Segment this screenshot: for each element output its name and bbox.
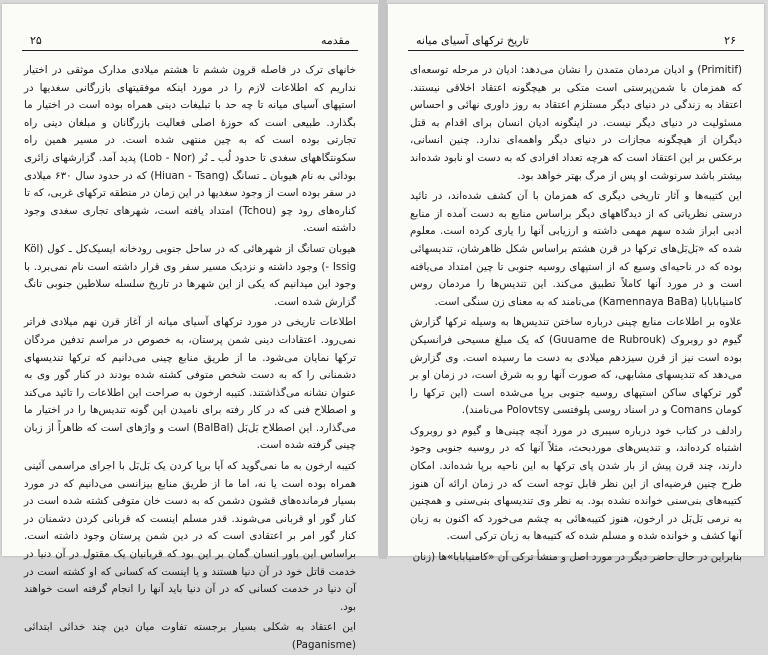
left-page-header [22,28,358,51]
paragraph [410,549,742,567]
paragraph [24,458,356,616]
left-page-body [24,62,357,651]
paragraph-text: این کتیبه‌ها و آثار تاریخی دیگری که همزمان با آن کشف شده‌اند، در تائید درستی نظریاتی که از دیدگاههای دیگر براساس منابع به دست آمده از منابع ادبی ابراز شده سهم مهمی داشته و ارزیابی آنها را یاری کرده است. معلوم شده که «بَل‌بَل‌های ترکها در قرن هشتم براساس شکل ظاهرشان، تندیسهائی بوده که در ناحیه‌ای وسیع که از استپهای روسیه جنوبی تا چین امتداد می‌یافته است و در مورد آنها کاملاً تطبیق می‌کند. این تندیس‌ها را مردمان روس کامنیابابابا (Kamennaya BaBa) می‌نامند که به معنای زن سنگی است. [410,190,742,308]
paragraph [24,619,356,654]
paragraph-text: بنابراین در حال حاضر دیگر در مورد اصل و منشأ ترکی آن «کامنیابابا»ها (زنان [412,551,742,564]
paragraph [24,241,356,311]
right-page-header [408,28,744,51]
paragraph-text: این اعتقاد به شکلی بسیار برجسته تفاوت میان دین چند خدائی ابتدائی (Paganisme) [24,621,356,651]
running-title: مقدمه [320,34,350,47]
right-page-body [410,62,742,564]
paragraph-text: رادلف در کتاب خود درباره سیبری در مورد آنچه چینی‌ها و گیوم دو روبروک اشتباه کرده‌اند، و تندیس‌های موردبحث، مثلاً آنها که در روسیه جنوبی وجود دارند، چند قرن پیش از بار شدن پای ترکها به این ناحیه برپا شده‌اند. امکان طرح چنین فرضیه‌ای از این نظر قابل توجه است که در زمان ارائه آن هنوز کتیبه‌های بنی‌سنی خوانده نشده بود. به نظر وی تندیسهای بنی‌سنی و همچنین به نرمی بَل‌بَل در ارخون، هنوز کتیبه‌هائی به چشم می‌خورد که اکنون به زبان آنها کشف و خوانده شده و مسلم شده که کتیبه‌ها به زبان ترکی است. [410,424,742,543]
paragraph-text: اطلاعات تاریخی در مورد ترکهای آسیای میانه از آغاز قرن نهم میلادی فراتر نمی‌رود. اعتقادات دینی شمن پرستان، به خصوص در مراسم تدفین مردگان ترکها نمایان می‌شود. ما از طریق منابع چینی می‌دانیم که ترکها تندیسهای دشمنانی را که به دست شخص متوفی کشته شده بودند در کنار گور وی به عنوان نشانه می‌گذاشتند. کتیبه ارخون به صراحت این اطلاعات را تائید می‌کند و اصطلاح فنی که در کار رفته برای نامیدن این گونه تندیس‌ها را در اختیار ما می‌گذارد. این اصطلاح بَل‌بَل (BalBal) است و واژهای است که ظاهراً از زبان چینی گرفته شده است. [24,316,356,452]
paragraph [24,314,356,455]
paragraph [410,423,742,546]
paragraph [24,62,356,238]
running-title: تاریخ ترکهای آسیای میانه [416,34,529,47]
page-number: ۲۶ [724,34,736,47]
paragraph [410,314,742,420]
book-gutter [379,0,387,559]
paragraph-text: کتیبه ارخون به ما نمی‌گوید که آیا برپا کردن یک بَل‌بَل با اجرای مراسمی آئینی همراه بوده است یا نه، اما ما از طریق منابع بیزانسی می‌دانیم که در مورد بسیار فرمانده‌های قشون دشمن که به دست خان متوفی کشته شده است در کنار گور او قربانی می‌شوند. قدر مسلم اینست که قربانی کردن دشمنان در کنار گور امر بر اعتقادی است که در دین شمن پرستان وجود داشته است. براساس این باور انسان گمان بر این بود که قربانیان یک مقتول در آن دنیا در خدمت قاتل خود در آن دنیا هستند و یا اینست که کسانی که او کشته است در آن دنیا در خدمت کسانی که در آن دنیا باید آنها را انجام گرفته است خواهند بود. [24,460,356,613]
paragraph-text: هیوبان تسانگ از شهرهائی که در ساحل جنوبی رودخانه ایسیک‌کل ـ کول (Köl - Issig) وجود داشته و نزدیک مسیر سفر وی قرار داشته است نام نمی‌برد. با وجود این میدانیم که یکی از این شهرها در تاریخ سلسله سلاطین جنوبی تانگ گزارش شده است. [24,242,356,308]
paragraph-text: خانهای ترک در فاصله قرون ششم تا هشتم میلادی مدارک موثقی در اختیار نداریم که اطلاعات لازم را در مورد اینکه موفقیتهای بازرگانی سغدیها در استپهای آسیای میانه تا چه حد با تبلیغات دینی همراه بوده است در اختیار ما بگذارد. طبیعی است که حوزهٔ اصلی فعالیت بازرگانان و مبلغان دینی راه تجارتی بوده است که به چین منتهی شده است. در مسیر همین راه سکونتگاههای سغدی تا حدود لُب ـ نُر (Lob - Nor) پدید آمد. گزارشهای زائری بودائی به نام هیوبان ـ تسانگ (Hiuan - Tsang) که در حدود سال ۶۳۰ میلادی در سفر بوده است از وجود سغدیها در این زمان در منطقه ترکهای غربی، که تا کناره‌های رود چو (Tchou) امتداد یافته است، شهرهای تجاری سغدی وجود داشته است. [24,64,357,235]
right-page [388,4,764,564]
left-page [2,4,378,651]
paragraph-text: (Primitif) و ادیان مردمان متمدن را نشان می‌دهد: ادیان در مرحله توسعه‌ای که همزمان با شمن‌پرستی است متکی بر هیچگونه اعتقاد اخلاقی نیستند. اعتقاد به زندگی در دنیای دیگر مستلزم اعتقاد به روز داوری نهائی و احساس مسئولیت در دنیای دیگر نیست. در اینگونه ادیان انسان برای اقدام به قتل دیگران از هیچگونه مجازات در دنیای دیگر واهمه‌ای ندارد. چنین انسانی، برعکس بر این اعتقاد است که هرچه تعداد افرادی که به دست او نابود شده‌اند بیشتر باشد سرنوشت او پس از مرگ بهتر خواهد بود. [410,64,742,182]
paragraph [410,62,742,185]
page-number: ۲۵ [30,34,42,47]
paragraph [410,188,742,311]
paragraph-text: علاوه بر اطلاعات منابع چینی درباره ساختن تندیس‌ها به وسیله ترکها گزارش گیوم دو روبروک (Guuame de Rubrouk) که یک مبلغ مسیحی فرانسیکن بوده است نیز از قرن سیزدهم میلادی به دست ما رسیده است. وی گزارش می‌دهد که تندیسهای مشابهی، که صورت آنها رو به شرق است، در زمان او بر گور ترکهای ساکن استپهای روسیه جنوبی برپا می‌شده است (این ترکها را کومان Comans و در اسناد روسی پلوفتسی Polovtsy می‌نامند). [410,316,742,417]
